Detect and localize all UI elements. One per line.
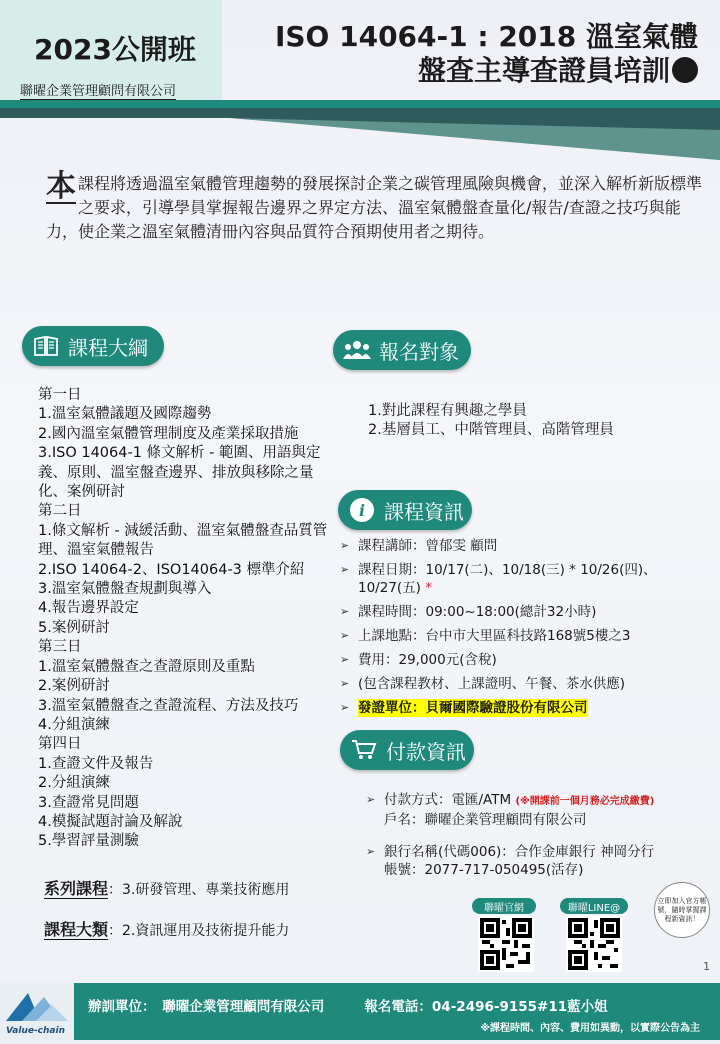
info-heading-text: 課程資訊 <box>384 499 464 524</box>
outline-item: 5.案例研討 <box>38 619 110 636</box>
line-qr-label: 聯曜LINE@ <box>560 898 628 914</box>
outline-item: 2.ISO 14064-2、ISO14064-3 標準介紹 <box>38 561 305 578</box>
section-info-heading <box>338 490 472 530</box>
payment-heading-text: 付款資訊 <box>386 739 466 764</box>
intro-first-char: 本 <box>46 169 76 204</box>
footer-main-line <box>88 995 608 1015</box>
info-includes: (包含課程教材、上課證明、午餐、茶水供應) <box>358 676 626 692</box>
footer-organizer: 辦訓單位： 聯曜企業管理顧問有限公司 <box>88 999 325 1015</box>
website-qr-label: 聯曜官網 <box>472 898 536 914</box>
payment-account-no: 帳號：2077-717-050495(活存) <box>384 862 584 878</box>
info-dates: 課程日期：10/17(二)、10/18(三) * 10/26(四)、10/27(五) <box>358 562 657 596</box>
outline-day-heading: 第二日 <box>38 503 82 520</box>
year-title: 2023公開班 <box>34 33 196 66</box>
info-time: 課程時間：09:00~18:00(總計32小時) <box>358 604 597 620</box>
title-line-2: 盤查主導查證員培訓 <box>417 54 670 87</box>
section-audience-heading <box>333 330 471 370</box>
audience-item: 1.對此課程有興趣之學員 <box>368 403 527 419</box>
payment-method: 付款方式：電匯/ATM <box>384 792 512 808</box>
series-value: ：3.研發管理、專業技術應用 <box>108 882 290 898</box>
footer-note: ※課程時間、內容、費用如異動，以實際公告為主 <box>480 1023 700 1034</box>
logo-text: Value-chain <box>6 1026 65 1036</box>
info-fee: 費用：29,000元(含稅) <box>358 652 497 668</box>
footer-bar <box>0 983 720 1040</box>
payment-account-name: 戶名：聯曜企業管理顧問有限公司 <box>384 812 587 828</box>
outline-item: 1.條文解析 - 減緩活動、溫室氣體盤查品質管理、溫室氣體報告 <box>38 522 328 559</box>
category-value: ：2.資訊運用及技術提升能力 <box>108 923 290 939</box>
intro-text: 課程將透過溫室氣體管理趨勢的發展探討企業之碳管理風險與機會，並深入解析新版標準之要求，引導學員掌握報告邊界之界定方法、溫室氣體盤查量化/報告/查證之技巧與能力，使企業之溫室氣體清冊內容與品質符合預期使用者之期待。 <box>46 174 703 241</box>
outline-item: 1.溫室氣體盤查之查證原則及重點 <box>38 658 255 675</box>
info-location: 上課地點：台中市大里區科技路168號5樓之3 <box>358 628 631 644</box>
footer-phone: 報名電話：04-2496-9155#11藍小姐 <box>364 999 608 1015</box>
category-label: 課程大類 <box>44 920 109 939</box>
arrow-icon: ➢ <box>366 793 376 806</box>
outline-day-heading: 第一日 <box>38 387 82 403</box>
arrow-icon: ➢ <box>340 653 350 666</box>
website-qr-code[interactable] <box>478 916 534 972</box>
payment-info <box>366 791 716 893</box>
arrow-icon: ➢ <box>340 539 350 552</box>
outline-item: 1.溫室氣體議題及國際趨勢 <box>38 406 212 423</box>
course-title <box>275 20 698 88</box>
arrow-icon: ➢ <box>340 629 350 642</box>
people-icon <box>343 336 371 364</box>
svg-text:i: i <box>358 501 366 520</box>
outline-item: 4.分組演練 <box>38 716 110 733</box>
course-info-list <box>340 537 700 723</box>
outline-item: 2.國內溫室氣體管理制度及產業採取措施 <box>38 425 299 442</box>
dates-mark: * <box>425 580 432 596</box>
payment-note: (※開課前一個月務必完成繳費) <box>515 796 655 807</box>
outline-item: 4.模擬試題討論及解說 <box>38 813 183 830</box>
outline-day-heading: 第三日 <box>38 639 82 656</box>
line-qr-code[interactable] <box>566 916 622 972</box>
page-number: 1 <box>703 960 710 973</box>
audience-item: 2.基層員工、中階管理員、高階管理員 <box>368 422 614 438</box>
cart-icon <box>350 736 378 764</box>
outline-day-heading: 第四日 <box>38 736 82 753</box>
outline-item: 3.查證常見問題 <box>38 794 139 811</box>
outline-item: 1.查證文件及報告 <box>38 755 154 772</box>
outline-item: 4.報告邊界設定 <box>38 600 139 617</box>
outline-item: 3.溫室氣體盤查規劃與導入 <box>38 581 212 598</box>
arrow-icon: ➢ <box>340 605 350 618</box>
audience-heading-text: 報名對象 <box>379 339 459 364</box>
arrow-icon: ➢ <box>340 563 350 576</box>
bullet-dot-icon <box>672 57 698 83</box>
outline-list <box>38 386 338 852</box>
book-icon <box>32 332 60 360</box>
series-line <box>44 876 289 899</box>
arrow-icon: ➢ <box>366 845 376 858</box>
company-name: 聯曜企業管理顧問有限公司 <box>20 80 176 100</box>
info-issuer: 發證單位：貝爾國際驗證股份有限公司 <box>358 700 588 716</box>
outline-item: 5.學習評量測驗 <box>38 833 139 850</box>
title-line-1: ISO 14064-1 : 2018 溫室氣體 <box>274 20 698 53</box>
outline-item: 3.溫室氣體盤查之查證流程、方法及技巧 <box>38 697 299 714</box>
header-banner-wave <box>0 100 720 160</box>
section-outline-heading <box>22 326 164 366</box>
outline-heading-text: 課程大綱 <box>68 335 148 360</box>
info-lecturer: 課程講師：曾郁雯 顧問 <box>358 538 498 554</box>
category-line <box>44 917 289 940</box>
value-chain-logo <box>0 983 74 1040</box>
arrow-icon: ➢ <box>340 677 350 690</box>
outline-item: 3.ISO 14064-1 條文解析 - 範圍、用語與定義、原則、溫室盤查邊界、排放與移除之量化、案例研討 <box>38 445 321 501</box>
line-join-bubble: 立即加入官方帳號，隨時掌握課程新資訊！ <box>654 882 710 938</box>
audience-list <box>368 402 614 440</box>
intro-paragraph <box>46 169 706 244</box>
outline-item: 2.分組演練 <box>38 775 110 792</box>
outline-item: 2.案例研討 <box>38 678 110 695</box>
info-icon <box>348 496 376 524</box>
arrow-icon: ➢ <box>340 701 350 714</box>
series-label: 系列課程 <box>44 879 109 898</box>
section-payment-heading <box>340 730 474 770</box>
payment-bank: 銀行名稱(代碼006)：合作金庫銀行 神岡分行 <box>384 844 655 860</box>
